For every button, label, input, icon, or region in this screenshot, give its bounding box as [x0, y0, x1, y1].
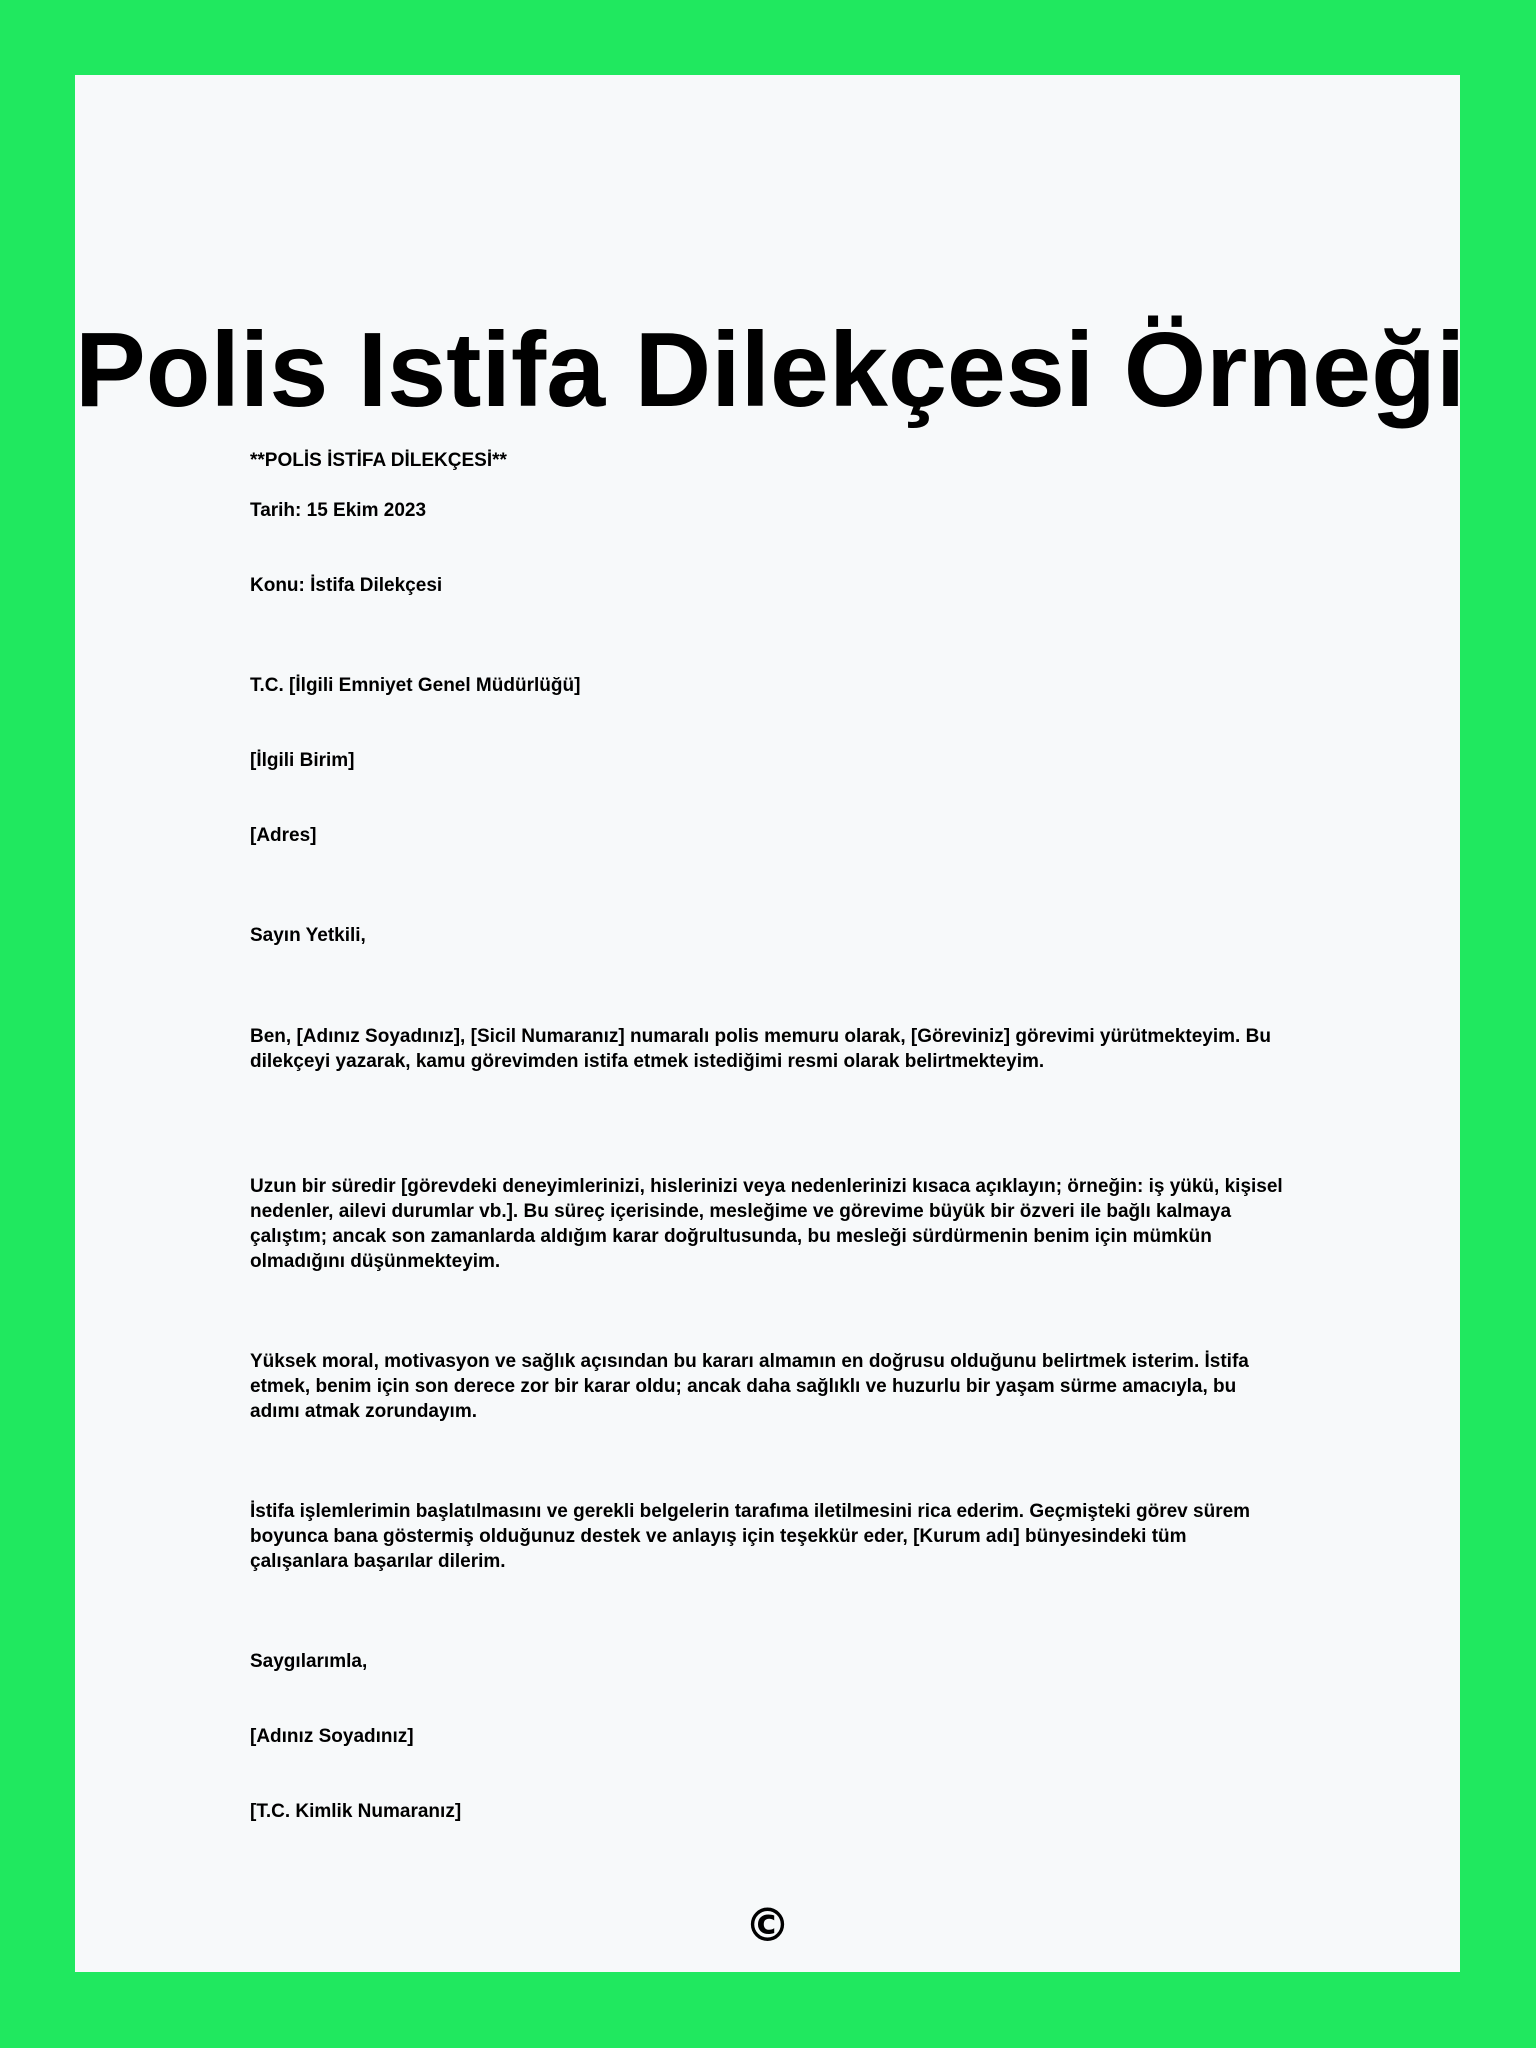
- document-page: [75, 75, 1466, 1972]
- letter-subject: Konu: İstifa Dilekçesi: [250, 575, 443, 596]
- recipient-address: [Adres]: [250, 825, 317, 846]
- body-paragraph-2: Uzun bir süredir [görevdeki deneyimlerinizi, hislerinizi veya nedenlerinizi kısaca açıklayın; örneğin: iş yükü, kişisel nedenler, ailevi durumlar vb.]. Bu süreç içerisinde, mesleğime ve görevime büyük bir özveri ile bağlı kalmaya çalıştım; ancak son zamanlarda aldığım karar doğrultusunda, bu mesleği sürdürmenin benim için mümkün olmadığını düşünmekteyim.: [250, 1176, 1283, 1272]
- letter-date: Tarih: 15 Ekim 2023: [250, 500, 427, 521]
- recipient-unit: [İlgili Birim]: [250, 750, 355, 771]
- letter-heading: **POLİS İSTİFA DİLEKÇESİ**: [250, 450, 507, 471]
- body-paragraph-3: Yüksek moral, motivasyon ve sağlık açısından bu kararı almamın en doğrusu olduğunu belirtmek isterim. İstifa etmek, benim için son derece zor bir karar oldu; ancak daha sağlıklı ve huzurlu bir yaşam sürme amacıyla, bu adımı atmak zorundayım.: [250, 1351, 1249, 1422]
- closing: Saygılarımla,: [250, 1651, 368, 1672]
- salutation: Sayın Yetkili,: [250, 925, 366, 946]
- body-paragraph-4: İstifa işlemlerimin başlatılmasını ve gerekli belgelerin tarafıma iletilmesini rica ederim. Geçmişteki görev sürem boyunca bana göstermiş olduğunuz destek ve anlayış için teşekkür eder, [Kurum adı] bünyesindeki tüm çalışanlara başarılar dilerim.: [250, 1501, 1251, 1572]
- signature-id: [T.C. Kimlik Numaranız]: [250, 1801, 462, 1822]
- signature-name: [Adınız Soyadınız]: [250, 1726, 414, 1747]
- recipient-org: T.C. [İlgili Emniyet Genel Müdürlüğü]: [250, 675, 581, 696]
- body-paragraph-1: Ben, [Adınız Soyadınız], [Sicil Numaranız] numaralı polis memuru olarak, [Göreviniz] görevimi yürütmekteyim. Bu dilekçeyi yazarak, kamu görevimden istifa etmek istediğimi resmi olarak belirtmekteyim.: [250, 1026, 1271, 1072]
- document-title: Polis Istifa Dilekçesi Örneği: [75, 311, 1466, 429]
- copyright-icon: ©: [744, 1898, 791, 1952]
